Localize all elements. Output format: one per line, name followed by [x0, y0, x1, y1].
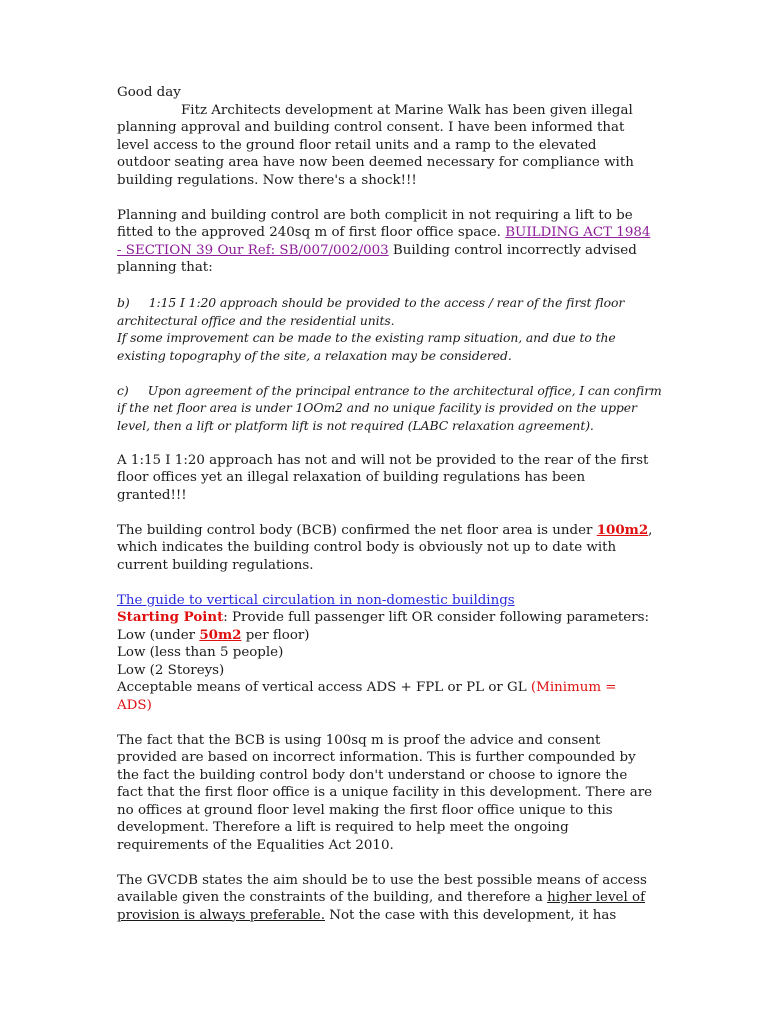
low-area-post: per floor) — [241, 627, 310, 643]
para1-line5: building regulations. Now there's a shock!!! — [117, 172, 417, 188]
guide-line — [117, 592, 657, 610]
para4-line1 — [117, 522, 657, 540]
spacer — [117, 574, 657, 592]
para4-line1-text: The building control body (BCB) confirmed the net floor area is under — [117, 522, 597, 538]
document-page — [117, 84, 662, 924]
spacer — [117, 434, 657, 452]
quote-c-line3: level, then a lift or platform lift is not required (LABC relaxation agreement). — [117, 417, 594, 433]
para2-line2 — [117, 224, 657, 242]
building-act-link[interactable]: BUILDING ACT 1984 — [505, 225, 651, 240]
para5-line6: development. Therefore a lift is required to help meet the ongoing — [117, 820, 569, 835]
para6-line2 — [117, 889, 657, 907]
acceptable-line — [117, 679, 657, 697]
para2-line1: Planning and building control are both complicit in not requiring a lift to be — [117, 207, 633, 223]
vertical-circulation-guide-link[interactable]: The guide to vertical circulation in non-domestic buildings — [117, 592, 515, 608]
para2-line4: planning that: — [117, 260, 213, 275]
para5-line1: The fact that the BCB is using 100sq m is proof the advice and consent — [117, 732, 601, 748]
starting-point-line — [117, 609, 657, 627]
para6-line3 — [117, 907, 657, 925]
quote-b-line3: If some improvement can be made to the existing ramp situation, and due to the — [117, 330, 616, 345]
spacer — [117, 854, 657, 872]
para5-line5: no offices at ground floor level making the first floor office unique to this — [117, 802, 613, 818]
para2-line3-text: Building control incorrectly advised — [388, 242, 637, 258]
building-act-link-cont[interactable]: - SECTION 39 Our Ref: SB/007/002/003 — [117, 242, 389, 258]
minimum-note-cont: ADS) — [117, 697, 152, 713]
para1-line1: Fitz Architects development at Marine Walk has been given illegal — [181, 102, 633, 118]
para5-line7: requirements of the Equalities Act 2010. — [117, 837, 394, 853]
starting-point-text: : Provide full passenger lift OR consider following parameters: — [223, 610, 649, 625]
low-storeys-line: Low (2 Storeys) — [117, 662, 225, 678]
para5-line3: the fact the building control body don't understand or choose to ignore the — [117, 767, 628, 783]
para3-line1: A 1:15 I 1:20 approach has not and will not be provided to the rear of the first — [117, 452, 649, 468]
spacer — [117, 504, 657, 522]
para1-line3: level access to the ground floor retail units and a ramp to the elevated — [117, 137, 597, 153]
low-area-line — [117, 627, 657, 645]
quote-c — [117, 382, 662, 435]
quote-b-line4: existing topography of the site, a relaxation may be considered. — [117, 347, 512, 363]
para2-line2-text: fitted to the approved 240sq m of first floor office space. — [117, 225, 506, 240]
para3-line3: granted!!! — [117, 487, 187, 503]
para5-line2: provided are based on incorrect information. This is further compounded by — [117, 750, 636, 765]
quote-b-line2: architectural office and the residential units. — [117, 312, 395, 328]
higher-level-emphasis: higher level of — [547, 890, 646, 905]
para1-line2: planning approval and building control consent. I have been informed that — [117, 120, 625, 135]
quote-c-line1: c) Upon agreement of the principal entrance to the architectural office, I can confirm — [117, 382, 662, 398]
acceptable-text: Acceptable means of vertical access ADS + FPL or PL or GL — [117, 680, 531, 695]
para2-line3 — [117, 242, 657, 260]
para4-line3: current building regulations. — [117, 557, 314, 573]
quote-b-line1: b) 1:15 I 1:20 approach should be provided to the access / rear of the first floor — [117, 295, 625, 310]
para5-line4: fact that the first floor office is a unique facility in this development. There are — [117, 785, 653, 800]
para6-line2-text: available given the constraints of the building, and therefore a — [117, 890, 548, 905]
greeting: Good day — [117, 85, 181, 100]
low-people-line: Low (less than 5 people) — [117, 645, 284, 660]
spacer — [117, 364, 657, 382]
net-floor-area-highlight: 100m2 — [596, 521, 649, 538]
spacer — [117, 277, 657, 295]
quote-b — [117, 294, 657, 364]
provision-emphasis: provision is always preferable. — [117, 907, 325, 923]
para4-line1-comma: , — [648, 522, 653, 538]
area-highlight: 50m2 — [199, 626, 242, 643]
spacer — [117, 714, 657, 732]
para6-line1: The GVCDB states the aim should be to use the best possible means of access — [117, 872, 647, 888]
para1-line4: outdoor seating area have now been deemed necessary for compliance with — [117, 155, 634, 170]
para3-line2: floor offices yet an illegal relaxation of building regulations has been — [117, 470, 586, 485]
low-area-pre: Low (under — [117, 627, 200, 643]
para6-line3-text: Not the case with this development, it has — [325, 907, 617, 923]
starting-point-label: Starting Point — [117, 609, 224, 625]
minimum-note: (Minimum = — [530, 680, 617, 695]
spacer — [117, 189, 657, 207]
para4-line2: which indicates the building control body is obviously not up to date with — [117, 540, 617, 555]
quote-c-line2: if the net floor area is under 1OOm2 and no unique facility is provided on the upper — [117, 400, 637, 415]
